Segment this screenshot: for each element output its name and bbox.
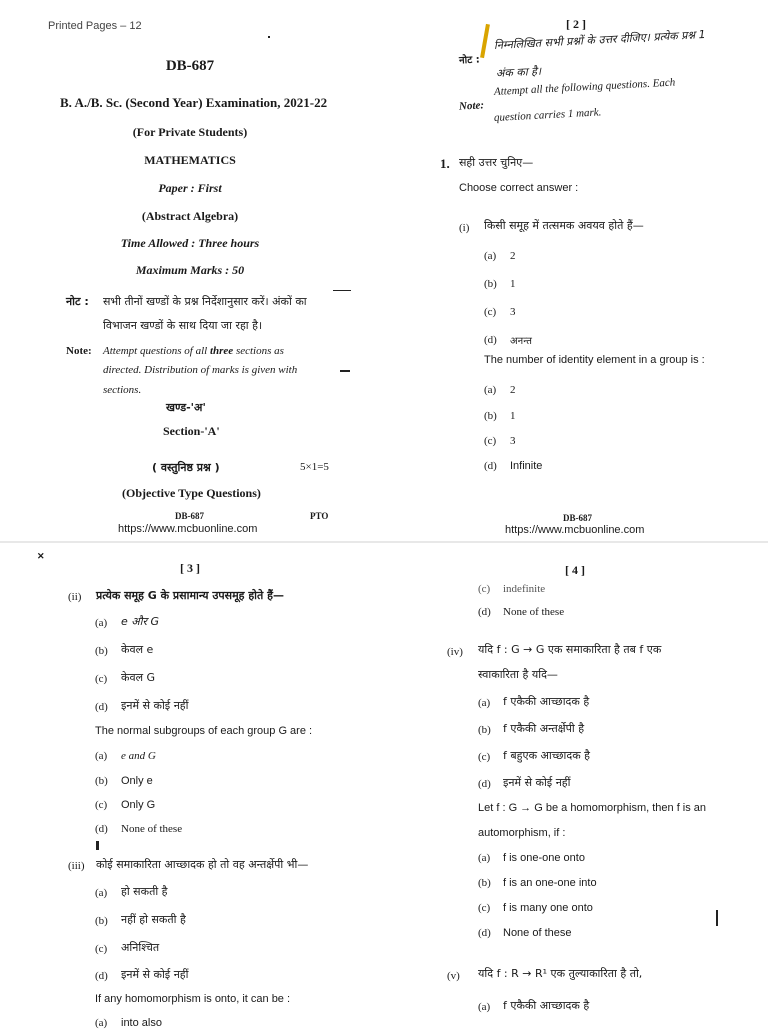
option-text: 3 bbox=[510, 306, 516, 318]
option-text: इनमें से कोई नहीं bbox=[121, 968, 189, 981]
time-allowed: Time Allowed : Three hours bbox=[120, 236, 260, 250]
page-number: [ 3 ] bbox=[180, 561, 200, 575]
page-number: [ 4 ] bbox=[565, 563, 585, 577]
option-text: 2 bbox=[510, 250, 516, 262]
marks-formula: 5×1=5 bbox=[300, 461, 329, 473]
note-hi-label: नोट : bbox=[458, 54, 481, 67]
option-label: (c) bbox=[484, 435, 497, 447]
option-text: f बहुएक आच्छादक है bbox=[503, 749, 590, 762]
note-hi-label: नोट : bbox=[66, 295, 89, 308]
option-text: None of these bbox=[121, 823, 183, 835]
note-hi-line-2: विभाजन खण्डों के साथ दिया जा रहा है। bbox=[103, 319, 263, 332]
question-iv-hi-line-2: स्वाकारिता है यदि— bbox=[478, 668, 558, 681]
option-label: (b) bbox=[95, 915, 108, 927]
option-label: (c) bbox=[478, 902, 491, 914]
option-label: (d) bbox=[478, 927, 491, 939]
option-text: केवल G bbox=[121, 671, 156, 684]
subject: MATHEMATICS bbox=[144, 153, 236, 167]
option-label: (b) bbox=[484, 278, 497, 290]
option-text: f is many one onto bbox=[503, 902, 593, 914]
option-text: 1 bbox=[510, 410, 516, 422]
option-label: (a) bbox=[478, 1001, 491, 1013]
option-label: (d) bbox=[95, 823, 108, 835]
option-text: None of these bbox=[503, 927, 572, 939]
scan-speck: ✕ bbox=[37, 551, 45, 561]
option-label: (c) bbox=[95, 943, 108, 955]
option-label: (c) bbox=[95, 799, 108, 811]
section-a-hi: खण्ड-'अ' bbox=[166, 401, 206, 414]
pen-stroke bbox=[340, 370, 350, 372]
section-a-en: Section-'A' bbox=[163, 424, 220, 438]
question-v-number: (v) bbox=[447, 970, 460, 982]
max-marks: Maximum Marks : 50 bbox=[135, 263, 245, 277]
question-v-hi: यदि f : R → R¹ एक तुल्याकारिता है तो, bbox=[478, 967, 643, 980]
option-text: into also bbox=[121, 1017, 162, 1029]
question-iii-en: If any homomorphism is onto, it can be : bbox=[95, 993, 291, 1005]
pen-stroke bbox=[716, 910, 718, 926]
option-label: (a) bbox=[478, 852, 491, 864]
option-text: f एकैकी आच्छादक है bbox=[503, 695, 590, 708]
exam-title: B. A./B. Sc. (Second Year) Examination, 2021-22 bbox=[60, 95, 328, 110]
paper-code: DB-687 bbox=[165, 58, 215, 74]
question-i-en: The number of identity element in a group is : bbox=[484, 354, 705, 366]
question-iv-en-line-1: Let f : G → G be a homomorphism, then f is an bbox=[478, 802, 707, 814]
option-label: (d) bbox=[95, 970, 108, 982]
footer-code: DB-687 bbox=[563, 513, 592, 523]
footer-pto: PTO bbox=[310, 511, 329, 521]
note-en-line-2: question carries 1 mark. bbox=[493, 106, 602, 124]
option-text: इनमें से कोई नहीं bbox=[503, 776, 571, 789]
question-1-en: Choose correct answer : bbox=[459, 182, 579, 194]
option-label: (d) bbox=[484, 334, 497, 346]
page-divider bbox=[0, 541, 768, 543]
option-label: (a) bbox=[95, 1017, 108, 1029]
question-iv-number: (iv) bbox=[447, 646, 463, 658]
option-text: नहीं हो सकती है bbox=[121, 913, 186, 926]
question-ii-number: (ii) bbox=[68, 591, 82, 603]
option-text: f is an one-one into bbox=[503, 877, 597, 889]
option-text: Only e bbox=[121, 775, 153, 787]
pen-mark bbox=[96, 841, 99, 850]
option-text: 1 bbox=[510, 278, 516, 290]
option-text: Only G bbox=[121, 799, 156, 811]
note-en-label: Note: bbox=[66, 345, 92, 357]
speck bbox=[268, 36, 270, 38]
paper-topic: (Abstract Algebra) bbox=[141, 209, 239, 223]
option-text: indefinite bbox=[503, 583, 546, 595]
objective-hi: ( वस्तुनिष्ठ प्रश्न ) bbox=[152, 461, 220, 474]
option-label: (c) bbox=[95, 673, 108, 685]
highlight-mark bbox=[480, 24, 490, 58]
option-label: (c) bbox=[478, 751, 491, 763]
option-label: (c) bbox=[484, 306, 497, 318]
note-en-line-3: sections. bbox=[103, 384, 142, 396]
option-label: (a) bbox=[95, 887, 108, 899]
footer-url: https://www.mcbuonline.com bbox=[505, 524, 645, 536]
question-i-number: (i) bbox=[459, 222, 470, 234]
option-text: Infinite bbox=[510, 460, 543, 472]
option-label: (d) bbox=[95, 701, 108, 713]
option-label: (a) bbox=[478, 697, 491, 709]
option-label: (b) bbox=[95, 645, 108, 657]
option-text: f एकैकी आच्छादक है bbox=[503, 999, 590, 1012]
option-text: हो सकती है bbox=[121, 885, 168, 898]
option-text: इनमें से कोई नहीं bbox=[121, 699, 189, 712]
option-text: केवल e bbox=[121, 643, 154, 656]
option-label: (b) bbox=[95, 775, 108, 787]
option-label: (a) bbox=[484, 250, 497, 262]
page-number: [ 2 ] bbox=[566, 17, 586, 31]
option-text: e and G bbox=[121, 750, 156, 762]
note-en-label: Note: bbox=[458, 99, 485, 113]
footer-code: DB-687 bbox=[175, 511, 204, 521]
note-en-line-2: directed. Distribution of marks is given with bbox=[103, 364, 298, 376]
option-label: (a) bbox=[484, 384, 497, 396]
note-hi-line-1: सभी तीनों खण्डों के प्रश्न निर्देशानुसार करें। अंकों का bbox=[103, 295, 307, 308]
option-label: (b) bbox=[478, 724, 491, 736]
option-text: अनिश्चित bbox=[121, 941, 160, 954]
paper-name: Paper : First bbox=[158, 181, 222, 195]
option-label: (d) bbox=[478, 606, 491, 618]
option-text: None of these bbox=[503, 606, 565, 618]
option-text: अनन्त bbox=[510, 336, 532, 347]
question-iv-en-line-2: automorphism, if : bbox=[478, 827, 566, 839]
students-note: (For Private Students) bbox=[132, 125, 248, 139]
option-label: (a) bbox=[95, 617, 108, 629]
objective-en: (Objective Type Questions) bbox=[122, 486, 261, 500]
option-label: (d) bbox=[478, 778, 491, 790]
question-1-hi: सही उत्तर चुनिए— bbox=[459, 156, 534, 169]
option-text: f एकैकी अन्तर्क्षेपी है bbox=[503, 722, 585, 735]
question-ii-hi: प्रत्येक समूह G के प्रसामान्य उपसमूह होते हैं— bbox=[96, 589, 284, 602]
option-label: (a) bbox=[95, 750, 108, 762]
note-en-line-1: Attempt all the following questions. Each bbox=[493, 76, 676, 98]
option-label: (b) bbox=[478, 877, 491, 889]
footer-url: https://www.mcbuonline.com bbox=[118, 523, 258, 535]
option-text: 2 bbox=[510, 384, 516, 396]
option-label: (d) bbox=[484, 460, 497, 472]
option-text: 3 bbox=[510, 435, 516, 447]
question-ii-en: The normal subgroups of each group G are : bbox=[95, 725, 313, 737]
note-en-line-1: Attempt questions of all three sections as bbox=[103, 345, 284, 357]
note-hi-line-1: निम्नलिखित सभी प्रश्नों के उत्तर दीजिए। प्रत्येक प्रश्न 1 bbox=[493, 27, 706, 52]
printed-pages: Printed Pages – 12 bbox=[48, 20, 142, 32]
question-iii-number: (iii) bbox=[68, 860, 85, 872]
option-label: (c) bbox=[478, 583, 491, 595]
question-iii-hi: कोई समाकारिता आच्छादक हो तो वह अन्तर्क्षेपी भी— bbox=[96, 858, 309, 871]
question-iv-hi-line-1: यदि f : G → G एक समाकारिता है तब f एक bbox=[478, 643, 662, 656]
note-hi-line-2: अंक का है। bbox=[495, 64, 542, 80]
question-1-number: 1. bbox=[440, 156, 450, 171]
option-label: (b) bbox=[484, 410, 497, 422]
option-text: f is one-one onto bbox=[503, 852, 585, 864]
option-text: e और G bbox=[121, 615, 160, 628]
pen-stroke bbox=[333, 290, 351, 291]
question-i-hi: किसी समूह में तत्समक अवयव होते हैं— bbox=[484, 219, 644, 232]
